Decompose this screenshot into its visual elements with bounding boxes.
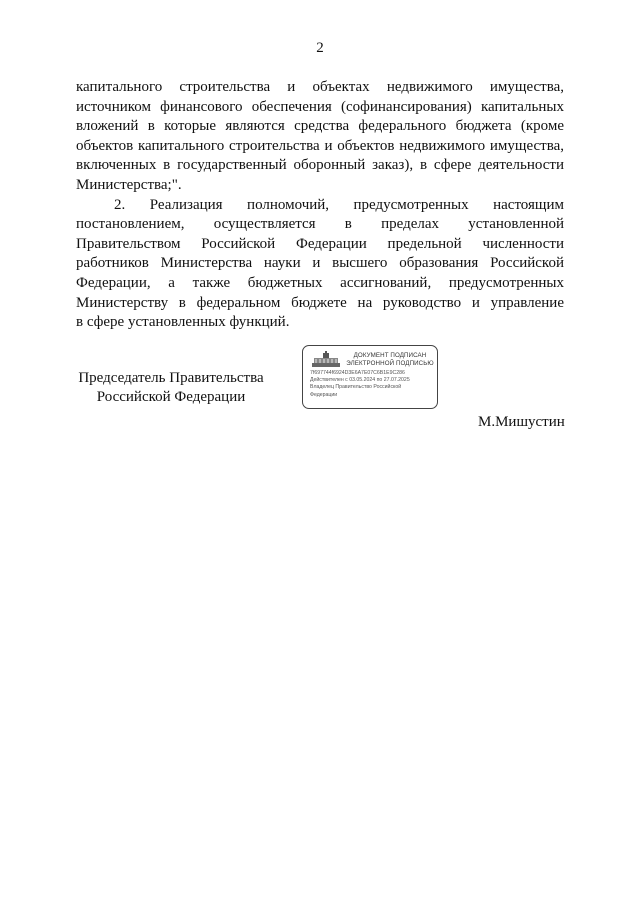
text-line: в сфере установленных функций. — [76, 314, 290, 331]
paragraph-2-first-line: 2. Реализация полномочий, предусмотренных настоящим — [114, 196, 564, 213]
stamp-title-line: ЭЛЕКТРОННОЙ ПОДПИСЬЮ — [346, 359, 434, 367]
text-line: работников Министерства науки и высшего образования Российской — [76, 255, 564, 272]
text-line: объектов капитального строительства и объектов недвижимого имущества, — [76, 137, 564, 154]
text-line: Правительством Российской Федерации предельной численности — [76, 235, 564, 252]
text-line: вложений в которые являются средства федерального бюджета (кроме — [76, 118, 564, 135]
stamp-owner: Владелец Правительство Российской — [310, 384, 402, 391]
stamp-title-line: ДОКУМЕНТ ПОДПИСАН — [353, 352, 427, 359]
text-line: включенных в государственный оборонный заказ), в сфере деятельности — [76, 157, 564, 174]
signer-position-line: Председатель Правительства — [78, 370, 264, 386]
electronic-signature-stamp — [302, 345, 438, 409]
stamp-certificate: 7f697744f6924D3E6A7E07C6B1E9C286 — [310, 370, 405, 376]
signer-position-line: Российской Федерации — [96, 389, 246, 405]
stamp-details — [310, 370, 410, 399]
stamp-validity: Действителен с 03.05.2024 по 27.07.2025 — [310, 377, 410, 384]
document-body — [76, 78, 564, 333]
text-line: источником финансового обеспечения (софинансирования) капитальных — [76, 98, 564, 115]
stamp-owner: Федерации — [310, 391, 338, 398]
stamp-title — [345, 352, 435, 367]
page-number: 2 — [316, 40, 324, 56]
text-line: Федерации, а также бюджетных ассигнований, предусмотренных — [76, 274, 564, 291]
text-line: Министерству в федеральном бюджете на руководство и управление — [76, 294, 564, 311]
emblem-icon — [311, 351, 341, 369]
text-line: капитального строительства и объектах недвижимого имущества, — [76, 79, 564, 95]
text-line: постановлением, осуществляется в пределах установленной — [76, 216, 564, 233]
signer-position — [76, 369, 266, 407]
signer-name: М.Мишустин — [478, 414, 565, 430]
text-line: Министерства;". — [76, 176, 182, 193]
